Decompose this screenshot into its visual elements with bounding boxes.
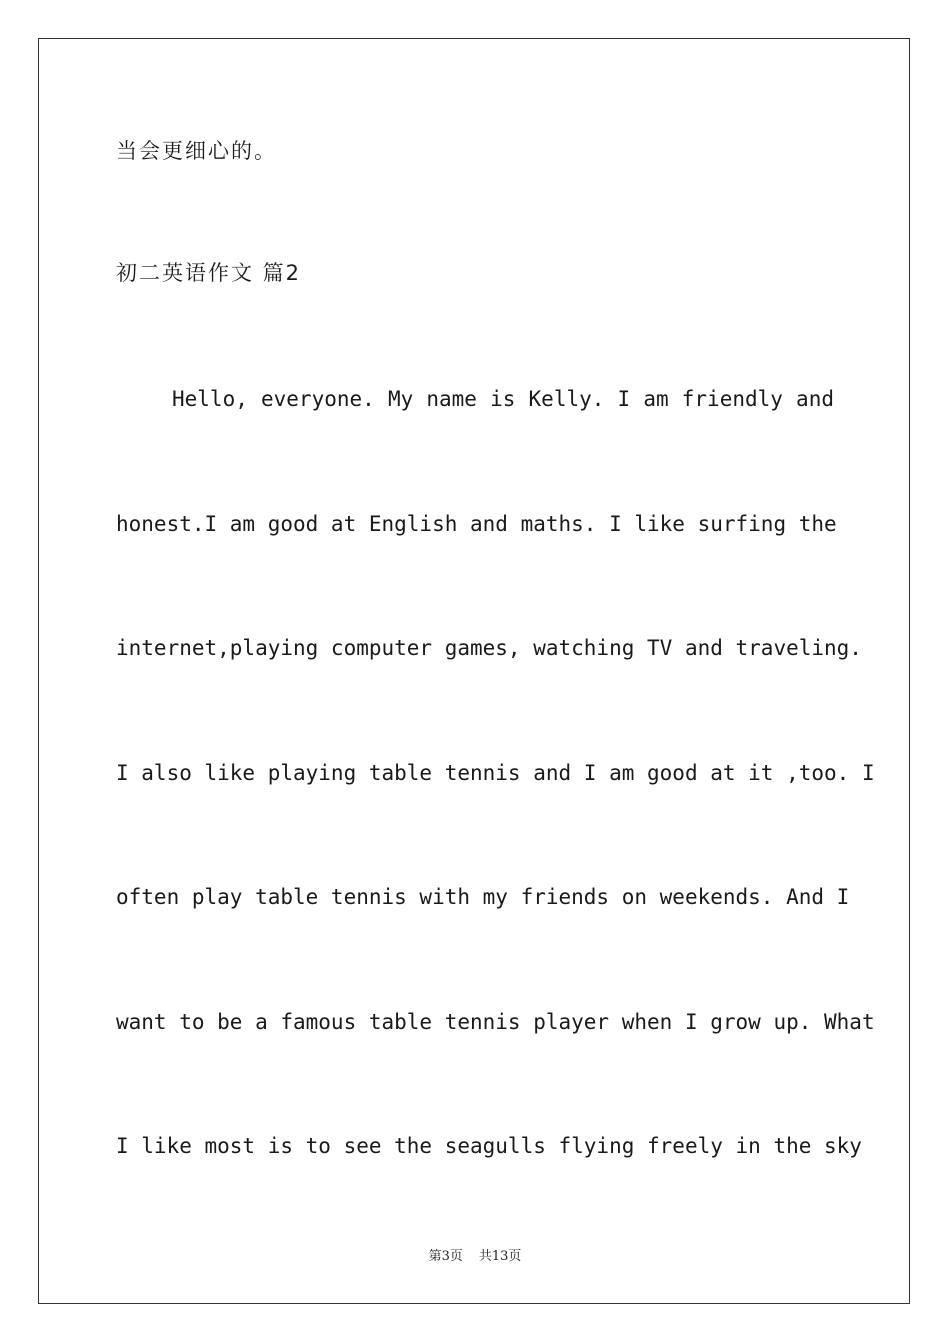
section-heading: 初二英语作文 篇2: [116, 261, 302, 285]
previous-paragraph-tail: 当会更细心的。: [116, 139, 277, 163]
page-footer: [0, 1245, 950, 1264]
paragraph-line: internet,playing computer games, watching TV and traveling.: [116, 636, 862, 660]
paragraph-line: often play table tennis with my friends on weekends. And I: [116, 885, 850, 909]
paragraph-line: I like most is to see the seagulls flying freely in the sky: [116, 1134, 862, 1158]
paragraph-line: honest.I am good at English and maths. I like surfing the: [116, 512, 837, 536]
paragraph-line: I also like playing table tennis and I am good at it ,too. I: [116, 761, 875, 785]
paragraph-line: Hello, everyone. My name is Kelly. I am friendly and: [172, 387, 834, 411]
page-number-current: 第3页: [428, 1249, 463, 1264]
paragraph-line: want to be a famous table tennis player when I grow up. What: [116, 1010, 875, 1034]
page-number-total: 共13页: [478, 1249, 522, 1264]
page-border: [38, 38, 910, 1304]
